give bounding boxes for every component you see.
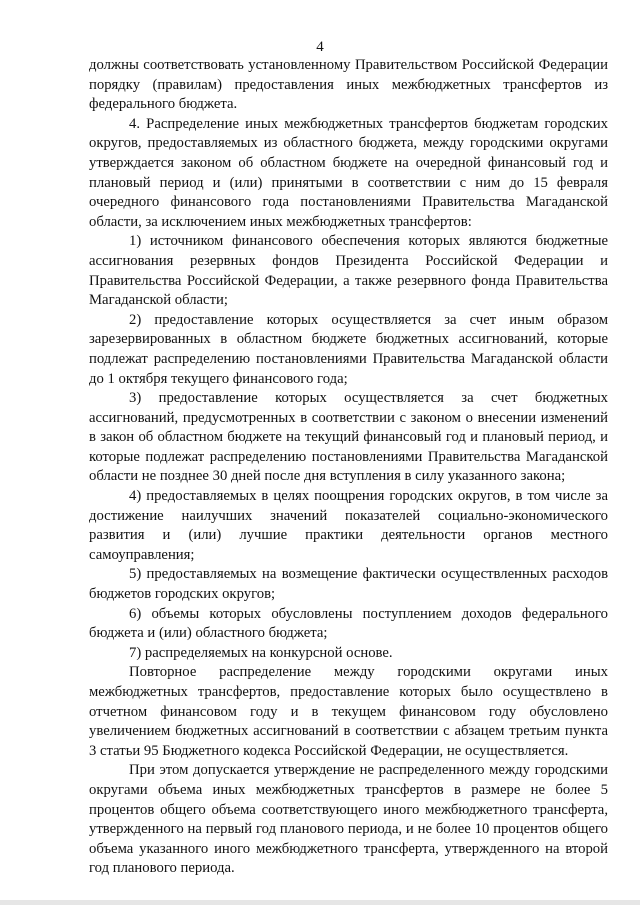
paragraph-item-4: 4. Распределение иных межбюджетных трансфертов бюджетам городских округов, предоставляемых из областного бюджета, между городскими округами утверждается законом об областном бюджете на очередной финансовый год и плановый период и (или) принятыми в соответствии с ним до 15 февраля очередного финансового года постановлениями Правительства Магаданской области, за исключением иных межбюджетных трансфертов: [89, 115, 608, 230]
list-item-2: 2) предоставление которых осуществляется за счет иным образом зарезервированных в областном бюджете бюджетных ассигнований, которые подлежат распределению постановлениями Правительства Магаданской области до 1 октября текущего финансового года; [89, 311, 608, 387]
list-item-7: 7) распределяемых на конкурсной основе. [129, 644, 393, 661]
list-item-1: 1) источником финансового обеспечения которых являются бюджетные ассигнования резервных фондов Президента Российской Федерации и Правительства Российской Федерации, а также резервного фонда Правительства Магаданской области; [89, 233, 608, 309]
page-number: 4 [316, 39, 324, 55]
page-bottom-edge [0, 900, 640, 905]
paragraph-redistribution: Повторное распределение между городскими округами иных межбюджетных трансфертов, предоставление которых было осуществлено в отчетном финансовом году и в текущем финансовом году обусловлено увеличением бюджетных ассигнований в соответствии с абзацем третьим пункта 3 статьи 95 Бюджетного кодекса Российской Федерации, не осуществляется. [89, 664, 608, 759]
paragraph-continuation: должны соответствовать установленному Правительством Российской Федерации порядку (правилам) предоставления иных межбюджетных трансфертов из федерального бюджета. [89, 57, 608, 113]
list-item-4: 4) предоставляемых в целях поощрения городских округов, в том числе за достижение наилучших значений показателей социально-экономического развития и (или) лучшие практики деятельности органов местного самоуправления; [89, 488, 608, 563]
paragraph-allowance: При этом допускается утверждение не распределенного между городскими округами объема иных межбюджетных трансфертов в размере не более 5 процентов общего объема соответствующего иного межбюджетного трансферта, утвержденного на первый год планового периода, и не более 10 процентов общего объема указанного иного межбюджетного трансферта, утвержденного на второй год планового периода. [89, 762, 608, 877]
list-item-3: 3) предоставление которых осуществляется за счет бюджетных ассигнований, предусмотренных в соответствии с законом о внесении изменений в закон об областном бюджете на текущий финансовый год и плановый период, и которые подлежат распределению постановлениями Правительства Магаданской области не позднее 30 дней после дня вступления в силу указанного закона; [89, 390, 608, 485]
list-item-5: 5) предоставляемых на возмещение фактически осуществленных расходов бюджетов городских округов; [89, 566, 608, 603]
document-body [89, 56, 608, 879]
list-item-6: 6) объемы которых обусловлены поступлением доходов федерального бюджета и (или) областного бюджета; [89, 605, 608, 642]
